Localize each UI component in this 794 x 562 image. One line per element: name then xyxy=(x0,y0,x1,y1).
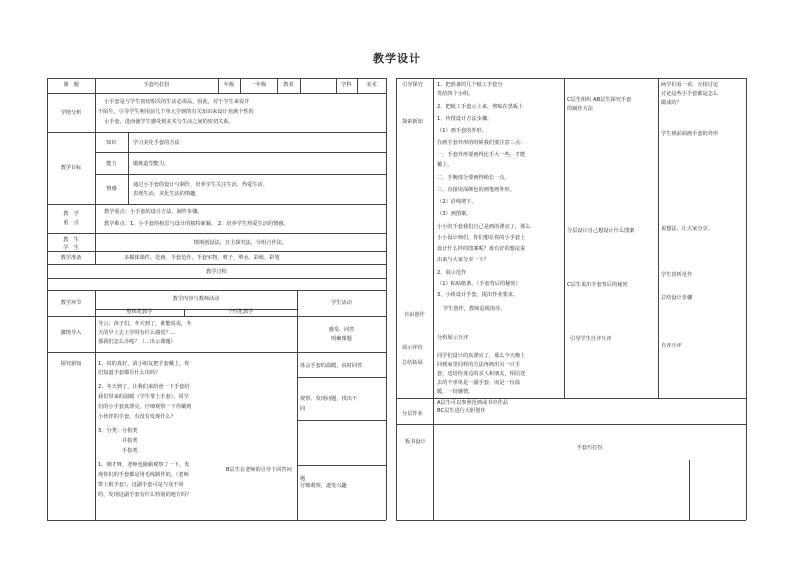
knowledge-value: 学习美化手套的方法 xyxy=(133,140,180,146)
main-line: 暖，一份感情。 xyxy=(437,389,474,395)
main-line: BC层生进行大胆创作 xyxy=(437,408,486,414)
explore-line: 并指类 xyxy=(122,438,138,444)
student-note: 自评互评 xyxy=(661,343,682,349)
grade-label: 年级 xyxy=(223,82,235,88)
main-line: 三，直接用深颜色的画笔画外形。 xyxy=(437,187,515,193)
main-line: 同学们设计的真漂亮了，那么今天晚上 xyxy=(437,353,526,359)
analysis-label: 学情分析 xyxy=(60,110,82,116)
intro-line: 导言：孩子们，冬天到了，谁能说说，冬 xyxy=(98,321,192,327)
explore-line: 手指类 xyxy=(122,448,138,454)
main-line: 回到家里同样的方法再画出另一只手 xyxy=(437,362,521,368)
course-label: 课 题 xyxy=(63,82,79,88)
subject-label: 学科 xyxy=(341,82,352,88)
prep-label: 教 生 xyxy=(63,237,79,243)
process-title: 教学过程 xyxy=(206,269,227,275)
prep2-label: 教学准备 xyxy=(60,255,82,261)
knowledge-label: 知识 xyxy=(106,140,117,146)
explore-line: 我们带来的温暖（学生带上手套）。同学 xyxy=(98,394,189,400)
course-value: 手套巧打扮 xyxy=(143,82,170,88)
explore-student: 题 xyxy=(300,476,306,482)
student-note: 学生赏析范作 xyxy=(661,272,693,278)
goals-label: 教学目标 xyxy=(60,165,82,171)
main-line: 套，送给你身边的亲人和朋友，相信送 xyxy=(437,371,526,377)
explore-student: 仔细观察，逐发兴趣 xyxy=(300,483,347,489)
main-line: 小小的手套我们自己是画的漂亮了，那么 xyxy=(437,224,531,230)
prep-label: 学 生 xyxy=(63,245,79,251)
explore-line: 现你们的手套都是用毛线制作的。（老师 xyxy=(98,472,189,478)
intro-student: 感受、回答 xyxy=(328,327,355,333)
prep-value: 情境创设法，自主探究法，分组合作法。 xyxy=(193,240,288,246)
student-note: 说想法，让大家分享。 xyxy=(661,226,713,232)
main-line: 去的不单单是一副手套，而是一份温 xyxy=(437,380,521,386)
main-line: 小小设计师们，你们想在你的小手套上 xyxy=(437,235,526,241)
mid-note: C层生说出手套背后的秘密 xyxy=(567,282,628,288)
main-line: 学生创作，教师巡视指导。 xyxy=(443,306,506,312)
intro-student: 明确课题 xyxy=(331,336,352,342)
process-header-right: 学生活动 xyxy=(331,300,352,306)
main-line: 出来与大家分享一下？ xyxy=(437,257,489,263)
explore-student: 观察、发现问题，找出不 xyxy=(300,396,358,402)
board-title: 手套巧打扮 xyxy=(576,445,603,451)
prep2-value: 多媒体课件，范画，手套范作，手套实物，剪子，剪水，彩纸，彩笔 xyxy=(124,255,280,261)
keypoint-line: 教学重点：小手套的设计方法，制作步骤。 xyxy=(104,209,203,215)
process-sub-individual: 个性化教学 xyxy=(227,309,254,315)
stage-homework: 分层作业 xyxy=(402,411,423,417)
stage-intro: 激情导入 xyxy=(60,330,82,336)
student-note: 两学们看一看，互相讨论 xyxy=(661,82,719,88)
stage-create: 自由创作 xyxy=(404,312,425,318)
stage-board: 板书设计 xyxy=(405,439,426,445)
main-line: 1、传授设计方法步骤。 xyxy=(437,116,493,122)
explore-line: 们的小手套真漂亮，仔细观察一下你戴到 xyxy=(98,404,192,410)
student-note: 学生到前面画手套的外形 xyxy=(661,131,719,137)
explore-line: 2、冬天到了，让我们来给爸一下手套给 xyxy=(98,384,190,390)
subject-value: 美术 xyxy=(366,82,377,88)
emotion-line: 通过小手套的设计与制作，培养学生关注生活，热爱生活、 xyxy=(133,182,268,188)
mid-note: C层生组织 AB层生探究手套 xyxy=(567,97,632,103)
main-line: A层生可以参照范画或书中作品 xyxy=(437,400,508,406)
intro-line: 那我们怎么办呢？（...出示课题） xyxy=(98,339,176,345)
grade-value: 一年级 xyxy=(250,82,267,88)
main-line: 设计什么样的图案呢？谁有好的想法说 xyxy=(437,246,526,252)
main-line: 2，展示范作 xyxy=(437,270,467,276)
main-line: （3）画图案。 xyxy=(437,211,472,217)
ability-label: 能力 xyxy=(106,161,117,167)
stage-new: 探索新知 xyxy=(402,119,423,125)
page-title: 教学设计 xyxy=(373,52,421,65)
ability-value: 锻炼造型能力。 xyxy=(133,161,170,167)
keypoint-line: 教学难点：1、小手套的构思与设计的独特新颖。 2、培养学生热爱生活的情感。 xyxy=(104,221,289,227)
main-line: （1）粘贴纸条。（手套背后的秘密） xyxy=(437,281,521,287)
analysis-line: 不陌生，引导学生利用前几个单元学到的有关知识来设计充满个性的 xyxy=(98,109,254,115)
student-note: 讨论这些小手套都是怎么 xyxy=(661,91,719,97)
explore-student: 体会手套的温暖，说时回答 xyxy=(300,363,363,369)
main-line: 1、把准备的几个纸工手套分 xyxy=(437,82,503,88)
main-line: 在画手套外形的时候我们要注意三点： xyxy=(437,140,526,146)
explore-line: 的，发现这副手套有什么特别的地方吗？ xyxy=(98,492,192,498)
main-line: （1）画手套的外形。 xyxy=(437,128,487,134)
process-header-mid: 教学内容与教师活动 xyxy=(172,296,220,302)
stage-summary: 总结拓展 xyxy=(402,360,423,366)
main-line: 发给四个小组。 xyxy=(437,91,474,97)
analysis-line: 小手套是与学生密切相关的生活必需品，因此，对于学生来说并 xyxy=(104,99,250,105)
teacher-label: 教者 xyxy=(283,82,294,88)
mid-note: 引导学生自评互评 xyxy=(570,336,612,342)
stage-show: 展示评价 xyxy=(402,345,423,351)
student-note: 做成的？ xyxy=(661,100,682,106)
explore-line: 1、说的真好，请小朋友把手套戴上。你 xyxy=(98,361,190,367)
explore-student: B层生在老师的引导下回答问 xyxy=(226,467,292,473)
stage-explore: 探究新知 xyxy=(60,361,82,367)
stage-guide: 引导探究 xyxy=(402,82,423,88)
main-line: 分组展示互评 xyxy=(437,335,469,341)
main-line: 2、把纸工手套示上来，剪贴在黑板上 xyxy=(437,104,524,110)
keypoint-label: 重 点 xyxy=(63,220,79,226)
main-line: 3、小组设计手套，提出作业要求。 xyxy=(437,292,519,298)
emotion-line: 表现生活，美化生活的情趣。 xyxy=(133,191,201,197)
process-header-left: 教学环节 xyxy=(60,300,82,306)
keypoint-label: 教 学 xyxy=(63,211,79,217)
explore-line: 们知道手套都有什么用吗？ xyxy=(98,370,161,376)
emotion-label: 情感 xyxy=(106,186,117,192)
process-sub-overall: 整体化教学 xyxy=(126,309,153,315)
explore-line: 带上纸手套），这副手套可是与众不同 xyxy=(98,482,184,488)
mid-note: 的制作方法 xyxy=(567,106,593,112)
analysis-line: 小手套，进而使学生感受到美术与生活之间的密切关系。 xyxy=(104,119,234,125)
explore-line: 1、刚才呀，老师也偷偷观察了一下，发 xyxy=(98,462,190,468)
mid-note: 分层设计自己想设计什么图案 xyxy=(567,228,635,234)
explore-line: 小伙伴的手套，有没有发现什么？ xyxy=(98,414,176,420)
main-line: 戴上。 xyxy=(437,162,453,168)
main-line: 二，手腕部分要画得稍长一点。 xyxy=(437,175,510,181)
main-line: 一，手套外形要画得比手大一些，才能 xyxy=(437,152,526,158)
student-note: 总结设计步骤 xyxy=(661,295,693,301)
explore-line: 3、分类：分指类 xyxy=(98,428,138,434)
explore-student: 同 xyxy=(300,406,306,412)
intro-line: 天的早上去上学时有什么感觉？... xyxy=(98,330,176,336)
main-line: （2）沿线剪下。 xyxy=(437,199,477,205)
